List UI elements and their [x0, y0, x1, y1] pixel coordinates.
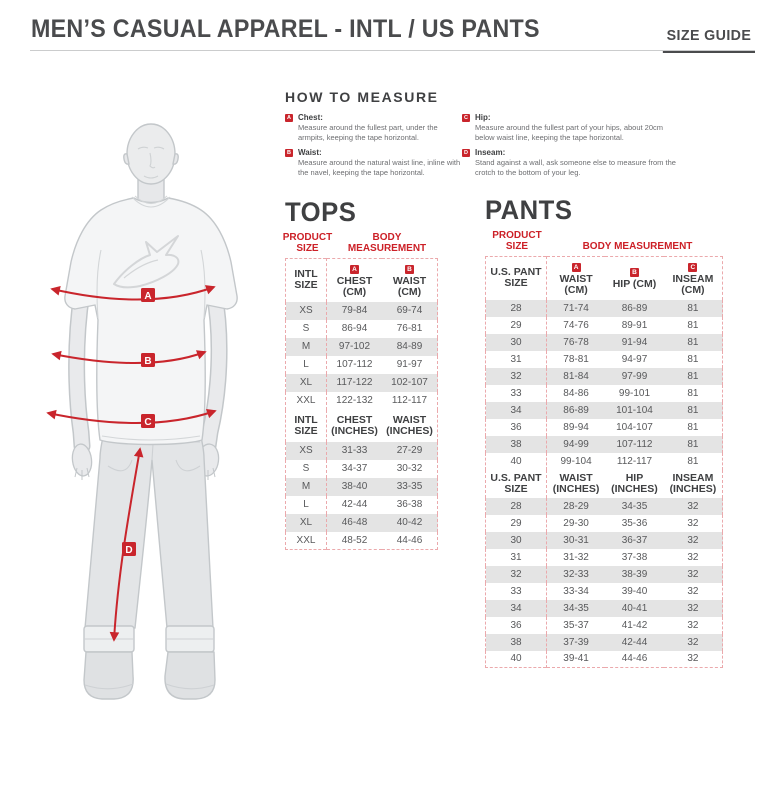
chest-cell: 86-94: [341, 323, 368, 335]
waist-cell: 84-86: [563, 387, 589, 399]
hip-cell: 44-46: [621, 653, 648, 665]
inseam-cell: 81: [687, 455, 699, 467]
hip-cell: 112-117: [616, 455, 653, 467]
column-header-label: HIP (CM): [612, 278, 657, 291]
how-to-measure-section: [285, 89, 755, 183]
table-row: [486, 419, 723, 436]
inseam-column-badge: C: [688, 263, 697, 272]
table-row: [486, 334, 723, 351]
hip-cell: 86-89: [605, 300, 664, 317]
waist-cell: 102-107: [382, 374, 438, 392]
size-cell: 38: [486, 634, 547, 651]
hip-cell: 42-44: [605, 634, 664, 651]
table-row: [286, 302, 438, 320]
size-guide-label: SIZE GUIDE: [666, 27, 752, 44]
chest-marker-letter: A: [144, 291, 152, 302]
size-cell: XS: [286, 302, 327, 320]
inseam-cell: 81: [664, 436, 723, 453]
table-row: [486, 300, 723, 317]
inseam-cm-header: [664, 256, 723, 300]
hip-cell: 38-39: [605, 566, 664, 583]
pants-inches-rows: [486, 498, 723, 668]
inseam-cell: 81: [687, 353, 699, 365]
hip-inches-header: HIP (INCHES): [611, 471, 658, 495]
pants-title: PANTS: [485, 195, 573, 225]
table-row: [286, 320, 438, 338]
chest-cell: 97-102: [327, 338, 383, 356]
how-to-measure-title: HOW TO MEASURE: [285, 89, 439, 105]
measure-item-hip: [462, 113, 677, 143]
size-cell: 38: [486, 436, 547, 453]
chest-cell: 38-40: [327, 478, 383, 496]
inseam-cell: 32: [664, 600, 723, 617]
size-cell: 30: [486, 334, 547, 351]
size-cell: XS: [286, 442, 327, 460]
inseam-cell: 81: [687, 319, 699, 331]
size-cell: 32: [486, 566, 547, 583]
table-row: [486, 515, 723, 532]
waist-cell: 112-117: [391, 395, 428, 407]
hip-cell: 91-94: [605, 334, 664, 351]
waist-inches-header: WAIST (INCHES): [552, 471, 600, 495]
waist-cell: 44-46: [396, 534, 423, 546]
waist-cell: 31-32: [563, 551, 589, 563]
measure-item-text: Measure around the fullest part, under the armpits, keeping the tape horizontal.: [298, 123, 438, 143]
table-row: [286, 392, 438, 410]
hip-cm-header: [605, 256, 664, 300]
table-row: [286, 460, 438, 478]
waist-cell: 81-84: [547, 368, 606, 385]
size-cell: M: [286, 338, 327, 356]
tops-cm-header: [286, 258, 438, 302]
size-column-header: U.S. PANT SIZE: [486, 256, 547, 300]
waist-cell: 74-76: [563, 319, 589, 331]
waist-column-badge: A: [572, 263, 581, 272]
inseam-cell: 81: [687, 421, 699, 433]
table-row: [486, 549, 723, 566]
waist-cell: 76-78: [547, 334, 606, 351]
table-row: [286, 374, 438, 392]
tops-cm-rows: [286, 302, 438, 410]
tops-inches-rows: [286, 442, 438, 550]
hip-cell: 104-107: [616, 421, 653, 433]
waist-cell: 33-34: [563, 585, 589, 597]
column-header-label: INSEAM (CM): [672, 272, 714, 296]
chest-cell: 42-44: [341, 499, 368, 511]
size-cell: 34: [486, 402, 547, 419]
measure-item-text: Measure around the natural waist line, inline with the navel, keeping the tape horizontal.: [298, 158, 461, 178]
inseam-marker-letter: D: [125, 545, 133, 556]
chest-cell: 117-122: [327, 374, 383, 392]
size-cell: 33: [486, 583, 547, 600]
measure-item-text: Stand against a wall, ask someone else to measure from the crotch to the bottom of your leg.: [475, 158, 676, 178]
waist-cell: 78-81: [563, 353, 589, 365]
column-header-label: WAIST (CM): [559, 272, 593, 296]
waist-cell: 89-94: [563, 421, 589, 433]
tops-column-labels: [282, 232, 438, 255]
hip-marker-letter: C: [144, 417, 152, 428]
table-row: [486, 651, 723, 668]
pants-section: [485, 197, 723, 668]
size-cell: 29: [486, 515, 547, 532]
measure-item-label: Waist:: [298, 147, 322, 157]
hip-cell: 35-36: [621, 517, 648, 529]
hip-cell: 99-101: [618, 387, 651, 399]
product-size-label: PRODUCT SIZE: [282, 232, 333, 254]
size-cell: 32: [486, 368, 547, 385]
chest-cell: 48-52: [341, 534, 368, 546]
figure-head: [124, 124, 178, 206]
waist-cm-header: [382, 258, 438, 302]
inseam-inches-header: INSEAM (INCHES): [669, 471, 717, 495]
chest-cell: 31-33: [327, 442, 383, 460]
product-size-label: PRODUCT SIZE: [492, 230, 542, 252]
waist-cell: 30-32: [396, 463, 423, 475]
waist-cell: 32-33: [547, 566, 606, 583]
size-cell: 34: [486, 600, 547, 617]
inseam-cell: 32: [664, 634, 723, 651]
body-measurement-label: BODY MEASUREMENT: [582, 240, 693, 252]
hip-cell: 89-91: [621, 319, 648, 331]
size-column-header: U.S. PANT SIZE: [486, 470, 547, 498]
waist-cell: 30-31: [547, 532, 606, 549]
size-cell: XL: [286, 374, 327, 392]
size-cell: M: [286, 478, 327, 496]
waist-cell: 91-97: [396, 359, 423, 371]
chest-cell: 107-112: [336, 359, 373, 371]
waist-cell: 76-81: [396, 323, 423, 335]
hip-cell: 40-41: [605, 600, 664, 617]
size-column-header: INTL SIZE: [286, 410, 327, 442]
waist-cell: 37-39: [547, 634, 606, 651]
hip-cell: 107-112: [605, 436, 664, 453]
measure-item-inseam: [462, 148, 677, 178]
table-row: [486, 566, 723, 583]
how-to-measure-column-right: [462, 113, 677, 183]
size-cell: XL: [286, 514, 327, 532]
size-cell: XXL: [286, 532, 327, 550]
figure-jeans: [84, 432, 215, 699]
measure-item-label: Chest:: [298, 113, 323, 122]
inseam-cell: 32: [664, 498, 723, 515]
waist-cell: 27-29: [382, 442, 438, 460]
inseam-cell: 81: [664, 334, 723, 351]
inseam-cell: 32: [687, 551, 699, 563]
chest-inches-header: CHEST (INCHES): [331, 413, 378, 437]
inseam-cell: 32: [687, 517, 699, 529]
measurement-figure: [38, 92, 270, 720]
table-row: [486, 402, 723, 419]
waist-cell: 71-74: [547, 300, 606, 317]
pants-table: [485, 256, 723, 669]
hip-cell: 36-37: [605, 532, 664, 549]
hip-cell: 101-104: [605, 402, 664, 419]
inseam-cell: 32: [664, 532, 723, 549]
inseam-cell: 81: [687, 387, 699, 399]
waist-column-badge: B: [405, 265, 414, 274]
male-figure-illustration: [38, 92, 270, 720]
size-cell: S: [286, 320, 327, 338]
inseam-cell: 32: [687, 585, 699, 597]
inseam-cell: 81: [664, 368, 723, 385]
inseam-cell: 32: [687, 619, 699, 631]
table-row: [286, 478, 438, 496]
size-cell: 31: [486, 351, 547, 368]
hip-column-badge: B: [630, 268, 639, 277]
hip-cell: 39-40: [621, 585, 648, 597]
chest-cm-header: [327, 258, 383, 302]
table-row: [286, 514, 438, 532]
size-cell: 36: [486, 419, 547, 436]
pants-column-labels: [485, 231, 723, 253]
chest-badge: A: [285, 114, 293, 122]
hip-cell: 37-38: [621, 551, 648, 563]
waist-cell: 39-41: [563, 653, 589, 665]
tops-inches-header: [286, 410, 438, 442]
table-row: [286, 356, 438, 374]
chest-column-badge: A: [350, 265, 359, 274]
size-column-header: INTL SIZE: [286, 258, 327, 302]
how-to-measure-column-left: [285, 113, 462, 183]
inseam-cell: 32: [687, 653, 699, 665]
hip-cell: 94-97: [621, 353, 648, 365]
waist-cm-header: [547, 256, 606, 300]
measure-item-label: Inseam:: [475, 147, 506, 157]
size-cell: S: [286, 460, 327, 478]
waist-cell: 99-104: [560, 455, 592, 467]
inseam-badge: D: [462, 149, 470, 157]
table-row: [486, 532, 723, 549]
waist-cell: 35-37: [563, 619, 589, 631]
waist-inches-header: WAIST (INCHES): [386, 413, 433, 437]
size-cell: 30: [486, 532, 547, 549]
header-divider: [30, 50, 755, 51]
chest-cell: 34-37: [341, 463, 368, 475]
pants-cm-header: [486, 256, 723, 300]
pants-cm-rows: [486, 300, 723, 470]
measure-item-text: Measure around the fullest part of your hips, about 20cm below waist line, keeping the tape horizontal.: [475, 123, 664, 143]
tops-title: TOPS: [285, 197, 357, 227]
table-row: [286, 338, 438, 356]
waist-cell: 69-74: [382, 302, 438, 320]
size-cell: L: [286, 496, 327, 514]
chest-cell: 122-132: [336, 395, 373, 407]
size-cell: XXL: [286, 392, 327, 410]
table-row: [486, 351, 723, 368]
table-row: [486, 583, 723, 600]
tops-table: [285, 258, 438, 551]
table-row: [486, 498, 723, 515]
size-cell: 28: [486, 300, 547, 317]
pants-inches-header: [486, 470, 723, 498]
size-cell: 31: [486, 549, 547, 566]
table-row: [486, 385, 723, 402]
size-cell: 28: [486, 498, 547, 515]
measure-item-waist: [285, 148, 462, 178]
body-measurement-label: BODY MEASUREMENT: [347, 232, 427, 254]
table-row: [486, 634, 723, 651]
tops-section: [282, 197, 438, 550]
waist-cell: 28-29: [547, 498, 606, 515]
table-row: [286, 496, 438, 514]
waist-cell: 40-42: [382, 514, 438, 532]
inseam-cell: 81: [664, 300, 723, 317]
measure-item-label: Hip:: [475, 113, 491, 122]
inseam-cell: 81: [664, 402, 723, 419]
table-row: [286, 442, 438, 460]
size-cell: 36: [486, 617, 547, 634]
size-cell: 40: [486, 651, 547, 668]
chest-cell: 46-48: [327, 514, 383, 532]
measure-item-chest: [285, 113, 462, 143]
table-row: [486, 600, 723, 617]
hip-cell: 41-42: [621, 619, 648, 631]
waist-cell: 86-89: [547, 402, 606, 419]
table-row: [486, 453, 723, 470]
size-cell: L: [286, 356, 327, 374]
size-cell: 33: [486, 385, 547, 402]
waist-cell: 84-89: [382, 338, 438, 356]
table-row: [486, 436, 723, 453]
table-row: [486, 368, 723, 385]
chest-cell: 79-84: [327, 302, 383, 320]
waist-badge: B: [285, 149, 293, 157]
hip-cell: 97-99: [605, 368, 664, 385]
size-cell: 29: [486, 317, 547, 334]
table-row: [486, 317, 723, 334]
waist-cell: 33-35: [382, 478, 438, 496]
table-row: [486, 617, 723, 634]
waist-marker-letter: B: [144, 356, 152, 367]
waist-cell: 34-35: [547, 600, 606, 617]
inseam-cell: 32: [664, 566, 723, 583]
size-cell: 40: [486, 453, 547, 470]
hip-cell: 34-35: [605, 498, 664, 515]
column-header-label: WAIST (CM): [392, 274, 427, 298]
hip-badge: C: [462, 114, 470, 122]
waist-cell: 94-99: [547, 436, 606, 453]
column-header-label: CHEST (CM): [336, 274, 373, 298]
table-row: [286, 532, 438, 550]
page-title: MEN’S CASUAL APPAREL - INTL / US PANTS: [31, 15, 540, 43]
waist-cell: 36-38: [396, 499, 423, 511]
waist-cell: 29-30: [563, 517, 589, 529]
